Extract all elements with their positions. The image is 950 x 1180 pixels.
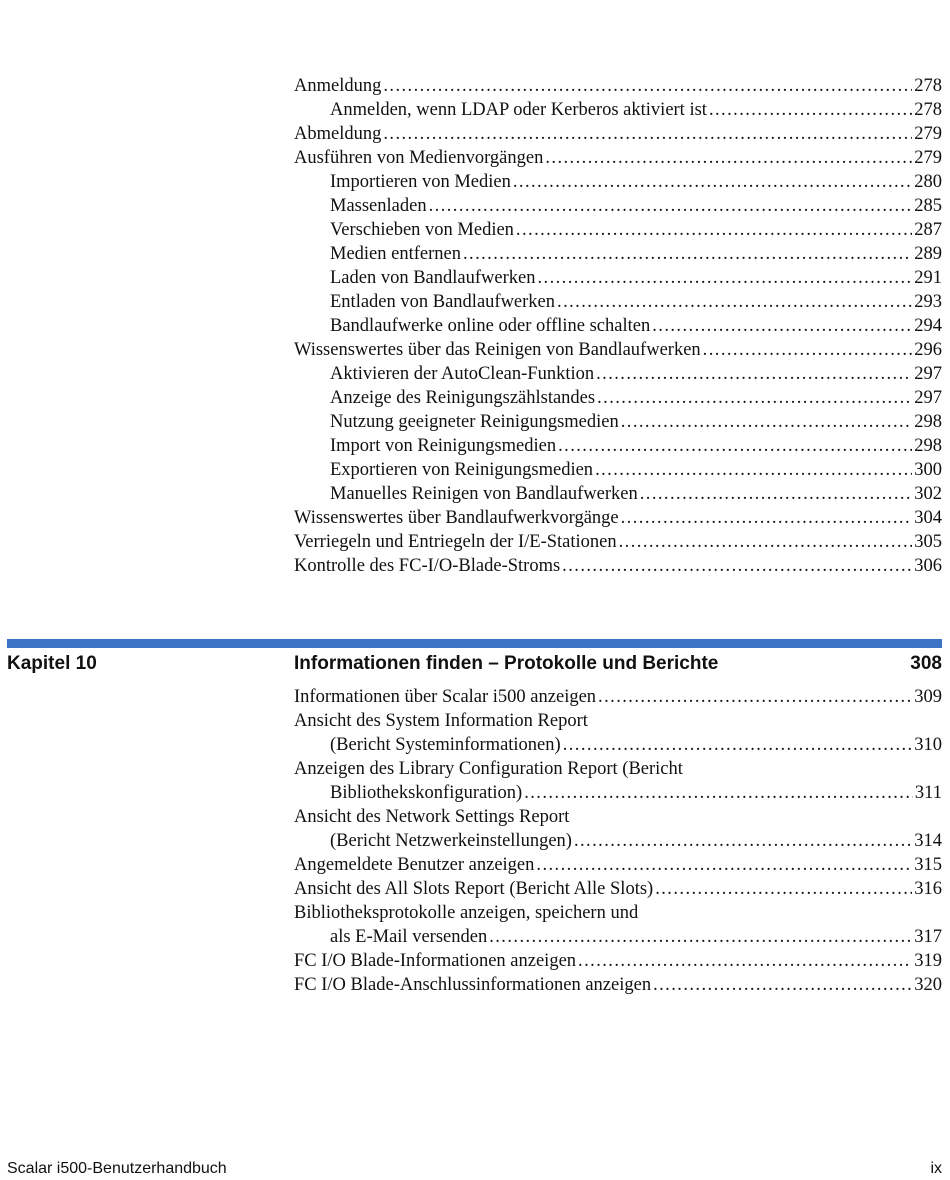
toc-leader-dots [621,506,913,530]
toc-entry-title: Anmelden, wenn LDAP oder Kerberos aktiviert ist [330,100,707,120]
toc-entry-page: 296 [914,340,942,360]
toc-leader-dots [619,530,913,554]
toc-leader-dots [562,554,912,578]
toc-section-media-operations [294,74,942,578]
toc-entry-title: Ansicht des Network Settings Report [294,807,570,827]
toc-leader-dots [513,170,912,194]
toc-entry-page: 289 [914,244,942,264]
footer-book-title: Scalar i500-Benutzerhandbuch [7,1160,227,1177]
toc-entry-page: 310 [914,735,942,755]
toc-entry[interactable] [294,194,942,218]
toc-entry[interactable] [294,949,942,973]
toc-entry-title: Wissenswertes über das Reinigen von Bandlaufwerken [294,340,701,360]
toc-entry-title: (Bericht Netzwerkeinstellungen) [330,831,572,851]
toc-entry[interactable] [294,733,942,757]
toc-leader-dots [703,338,913,362]
toc-leader-dots [463,242,912,266]
toc-entry-title: Anzeigen des Library Configuration Report (Bericht [294,759,683,779]
toc-entry-title: Aktivieren der AutoClean-Funktion [330,364,595,384]
toc-entry-title: Verriegeln und Entriegeln der I/E-Stationen [294,532,617,552]
toc-entry-page: 294 [914,316,942,336]
toc-entry[interactable] [294,829,942,853]
toc-entry-title: Wissenswertes über Bandlaufwerkvorgänge [294,508,619,528]
toc-entry-title: Exportieren von Reinigungsmedien [330,460,594,480]
toc-entry-title: Ansicht des System Information Report [294,711,588,731]
toc-entry[interactable] [294,170,942,194]
toc-entry-page: 278 [914,100,942,120]
toc-leader-dots [595,458,912,482]
toc-entry-title: Manuelles Reinigen von Bandlaufwerken [330,484,638,504]
toc-leader-dots [557,290,912,314]
toc-entry-title: (Bericht Systeminformationen) [330,735,561,755]
chapter-title[interactable]: Informationen finden – Protokolle und Berichte [294,653,719,674]
toc-entry-page: 317 [914,927,942,947]
toc-leader-dots [383,122,912,146]
toc-entry-page: 297 [914,388,942,408]
toc-entry[interactable] [294,122,942,146]
toc-leader-dots [489,925,912,949]
toc-entry-title: FC I/O Blade-Anschlussinformationen anzeigen [294,975,652,995]
toc-entry[interactable] [294,973,942,997]
toc-entry-title: Bibliotheksprotokolle anzeigen, speichern und [294,903,639,923]
chapter-label: Kapitel 10 [7,653,97,674]
toc-leader-dots [655,877,912,901]
toc-leader-dots [653,973,912,997]
toc-entry[interactable] [294,506,942,530]
toc-entry-page: 309 [914,687,942,707]
toc-entry-page: 300 [914,460,942,480]
toc-entry-page: 287 [914,220,942,240]
toc-leader-dots [574,829,912,853]
toc-leader-dots [429,194,913,218]
toc-entry-title: Medien entfernen [330,244,461,264]
toc-leader-dots [709,98,912,122]
footer-page-number: ix [930,1160,942,1177]
toc-entry-line[interactable] [294,901,942,925]
toc-entry[interactable] [294,362,942,386]
toc-leader-dots [516,218,912,242]
toc-leader-dots [524,781,913,805]
toc-entry[interactable] [294,314,942,338]
toc-entry-title: Import von Reinigungsmedien [330,436,557,456]
toc-leader-dots [640,482,913,506]
toc-entry[interactable] [294,410,942,434]
toc-entry-page: 298 [914,412,942,432]
toc-leader-dots [652,314,912,338]
toc-entry-page: 297 [914,364,942,384]
toc-entry[interactable] [294,554,942,578]
toc-entry[interactable] [294,434,942,458]
chapter-page-number: 308 [910,653,942,674]
toc-entry-line[interactable] [294,757,942,781]
toc-leader-dots [621,410,913,434]
toc-section-logs-reports [294,685,942,997]
toc-entry[interactable] [294,853,942,877]
toc-entry[interactable] [294,781,942,805]
toc-leader-dots [545,146,912,170]
toc-leader-dots [536,853,912,877]
toc-entry-title: Entladen von Bandlaufwerken [330,292,556,312]
toc-entry-title: Nutzung geeigneter Reinigungsmedien [330,412,619,432]
toc-entry-title: Abmeldung [294,124,382,144]
toc-entry-page: 305 [914,532,942,552]
toc-entry[interactable] [294,877,942,901]
toc-leader-dots [578,949,912,973]
toc-entry-page: 320 [914,975,942,995]
toc-entry-page: 319 [914,951,942,971]
toc-leader-dots [383,74,912,98]
toc-entry-title: Informationen über Scalar i500 anzeigen [294,687,597,707]
toc-entry-page: 280 [914,172,942,192]
toc-entry-page: 304 [914,508,942,528]
toc-leader-dots [537,266,912,290]
toc-entry[interactable] [294,74,942,98]
toc-entry[interactable] [294,530,942,554]
toc-entry[interactable] [294,386,942,410]
toc-entry-title: Kontrolle des FC-I/O-Blade-Stroms [294,556,561,576]
toc-leader-dots [563,733,913,757]
toc-entry-page: 298 [914,436,942,456]
toc-entry-page: 306 [914,556,942,576]
toc-entry-line[interactable] [294,805,942,829]
toc-entry-title: Anzeige des Reinigungszählstandes [330,388,596,408]
toc-entry[interactable] [294,458,942,482]
toc-entry-title: Verschieben von Medien [330,220,514,240]
chapter-divider-bar [7,639,942,648]
toc-entry[interactable] [294,242,942,266]
toc-entry-page: 316 [914,879,942,899]
toc-entry[interactable] [294,218,942,242]
toc-entry-title: Bibliothekskonfiguration) [330,783,523,803]
toc-entry-title: als E-Mail versenden [330,927,488,947]
toc-entry-title: Laden von Bandlaufwerken [330,268,536,288]
toc-entry-title: Angemeldete Benutzer anzeigen [294,855,535,875]
toc-entry-title: Ausführen von Medienvorgängen [294,148,544,168]
toc-entry-title: Importieren von Medien [330,172,511,192]
toc-entry-line[interactable] [294,709,942,733]
toc-leader-dots [598,685,912,709]
toc-entry[interactable] [294,146,942,170]
toc-entry-page: 314 [914,831,942,851]
toc-entry-page: 291 [914,268,942,288]
toc-entry-title: Bandlaufwerke online oder offline schalten [330,316,651,336]
toc-entry-page: 315 [914,855,942,875]
toc-entry[interactable] [294,266,942,290]
toc-entry[interactable] [294,482,942,506]
toc-entry-title: Anmeldung [294,76,382,96]
toc-entry-page: 293 [914,292,942,312]
toc-entry[interactable] [294,685,942,709]
toc-entry-page: 279 [914,148,942,168]
toc-entry[interactable] [294,290,942,314]
toc-entry-page: 311 [914,783,942,803]
toc-leader-dots [596,362,912,386]
toc-entry-page: 278 [914,76,942,96]
toc-entry-title: Ansicht des All Slots Report (Bericht Alle Slots) [294,879,654,899]
toc-entry[interactable] [294,925,942,949]
toc-entry[interactable] [294,338,942,362]
toc-leader-dots [558,434,912,458]
toc-entry-page: 285 [914,196,942,216]
toc-entry[interactable] [294,98,942,122]
toc-leader-dots [597,386,912,410]
toc-entry-title: FC I/O Blade-Informationen anzeigen [294,951,577,971]
toc-entry-page: 302 [914,484,942,504]
toc-entry-page: 279 [914,124,942,144]
toc-entry-title: Massenladen [330,196,427,216]
